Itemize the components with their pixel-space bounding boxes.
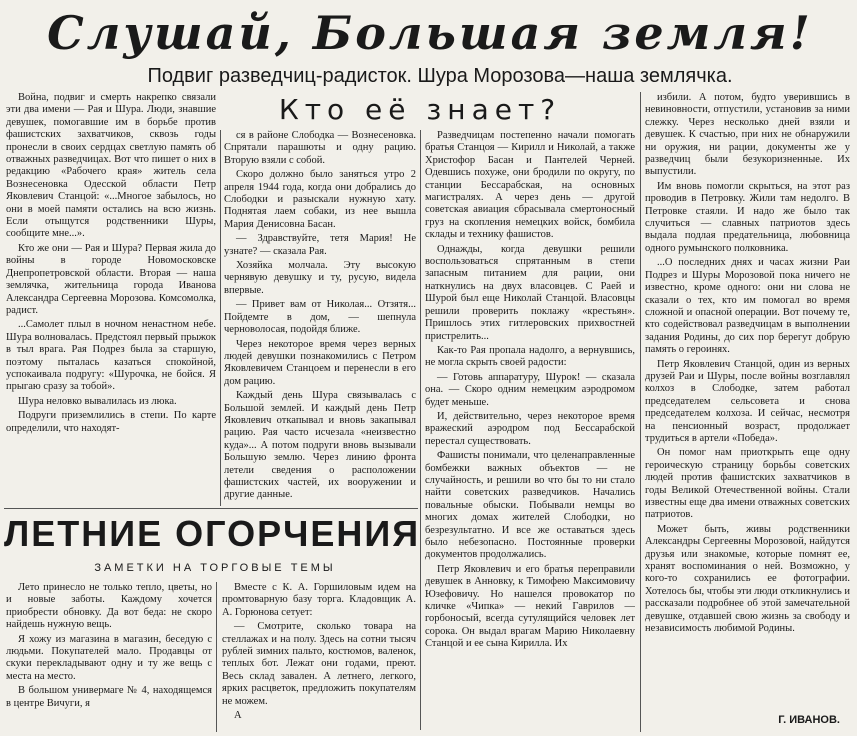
paragraph: — Привет вам от Николая... Отзятя... Пойдемте в дом, — шепнула черноволосая, подойдя ближе. xyxy=(224,299,416,336)
section-title: ЛЕТНИЕ ОГОРЧЕНИЯ xyxy=(4,513,421,554)
paragraph: ся в районе Слободка — Вознесеновка. Спрятали парашюты и одну рацию. Вторую взяли с собой. xyxy=(224,130,416,166)
section-divider xyxy=(4,508,418,509)
column-divider xyxy=(420,130,421,730)
article-column-5 xyxy=(6,582,212,732)
paragraph: Кто же они — Рая и Шура? Первая жила до войны в городе Новомосковске Днепропетровской области. Вторая — наша землячка, жительница города Иванова Александра Сергеевна Морозова. Комсомолка, радист. xyxy=(6,242,216,316)
paragraph: Однажды, когда девушки решили воспользоваться спрятанным в степи запасным питанием для рации, они наткнулись на двух власовцев. С Раей и Шурой был еще Николай Станцой. Власовцы решили проверить поклажу «крестьян». Пришлось этих гитлеровских прихвостней пристрелить... xyxy=(425,243,635,342)
paragraph: Им вновь помогли скрыться, на этот раз проводив в Петровку. Жили там недолго. В Петровке стаяли. И надо же было так случиться — славных патриотов здесь выдала подлая предательница, любовница одного румынского полковника. xyxy=(645,180,850,254)
paragraph: Может быть, живы родственники Александры Сергеевны Морозовой, найдутся друзья или знакомые, которые помнят ее, хранят воспоминания о ней. Возможно, у кого-то сохранились ее фотографии. Хотелось бы, чтобы эти люди откликнулись и рассказали подробнее об этой замечательной девушке, отдавшей свою жизнь за свободу и независимость любимой Родины. xyxy=(645,523,850,635)
paragraph: Вместе с К. А. Горшиловым идем на промтоварную базу торга. Кладовщик А. А. Горюнова сетует: xyxy=(222,582,416,618)
paragraph: — Здравствуйте, тетя Мария! Не узнате? — сказала Рая. xyxy=(224,233,416,257)
column-divider xyxy=(216,582,217,732)
paragraph: Он помог нам приоткрыть еще одну героическую страницу борьбы советских людей против фашистских захватчиков в годы Великой Отечественной войны. Стали известны еще два имени отважных советских патриотов. xyxy=(645,447,850,521)
paragraph: Как-то Рая пропала надолго, а вернувшись, не могла скрыть своей радости: xyxy=(425,344,635,369)
paragraph: Война, подвиг и смерть накрепко связали эти два имени — Рая и Шура. Люди, знавшие девушек, помогавшие им в борьбе против фашистских захватчиков, сквозь годы пронесли в своих сердцах светлую память об отважных разведчицах. Вот что пишет о них в редакцию «Рабочего края» житель села Вознесеновка Одесской области Петр Яковлевич Станцой: «...Многое забылось, но они в моей памяти остались на всю жизнь. Если отыщутся родственники Шуры, сообщите мне...». xyxy=(6,92,216,240)
paragraph: В большом универмаге № 4, находящемся в центре Вичуги, я xyxy=(6,685,212,709)
paragraph: Я хожу из магазина в магазин, беседую с людьми. Покупателей мало. Продавцы от скуки перекладывают одну и ту же вещь с места на место. xyxy=(6,633,212,682)
article-column-4 xyxy=(645,92,850,710)
article-column-3 xyxy=(425,130,635,728)
paragraph: Фашисты понимали, что целенаправленные бомбежки важных объектов — не случайность, и решили во что бы то ни стало найти советских разведчиков. Начались повальные обыски. Побывали немцы во многих домах жителей Слободки, но безрезультатно. И все же оставаться здесь было небезопасно. Постоянные проверки документов продолжались. xyxy=(425,450,635,561)
column-divider xyxy=(640,92,641,732)
paragraph: И, действительно, через некоторое время вражеский аэродром под Бессарабской перестал существовать. xyxy=(425,410,635,447)
paragraph: Скоро должно было заняться утро 2 апреля 1944 года, когда они добрались до Слободки и разыскали нужную хату. Поднятая лаем собаки, из нее вышла Мария Денисовна Басан. xyxy=(224,169,416,230)
article-signature: Г. ИВАНОВ. xyxy=(778,714,840,726)
paragraph: Лето принесло не только тепло, цветы, но и новые заботы. Каждому хочется приобрести обновку. Да вот беда: не скоро найдешь нужную вещь. xyxy=(6,582,212,631)
article-kicker: Кто её знает? xyxy=(278,93,562,126)
section-subtitle: ЗАМЕТКИ НА ТОРГОВЫЕ ТЕМЫ xyxy=(94,562,336,574)
paragraph: Петр Яковлевич Станцой, один из верных друзей Раи и Шуры, после войны возглавлял колхоз в Слободке, затем работал председателем сельсовета и снова председателем колхоза. И сейчас, несмотря на пенсионный возраст, продолжает трудиться в артели «Победа». xyxy=(645,358,850,444)
paragraph: — Смотрите, сколько товара на стеллажах и на полу. Здесь на сотни тысяч рублей зимних пальто, костюмов, валенок, теплых бот. Лежат они годами, преют. Весь склад завален. А летнего, легкого, ярких расцветок, предложить покупателям не можем. xyxy=(222,621,416,707)
paragraph: Хозяйка молчала. Эту высокую чернявую девушку и ту, русую, видела впервые. xyxy=(224,260,416,296)
paragraph: избили. А потом, будто уверившись в невиновности, отпустили, установив за ними слежку. Через несколько дней взяли и девушек. К счастью, при них не обнаружили ни оружия, ни рации, документы же у разведчиц были безукоризненные. Их выпустили. xyxy=(645,92,850,178)
paragraph: А xyxy=(234,710,242,722)
article-column-6 xyxy=(222,582,416,732)
paragraph: ...Самолет плыл в ночном ненастном небе. Шура волновалась. Предстоял первый прыжок в тыл врага. Рая Подрез была за старшую, поэтому пыталась казаться спокойной, успокаивала подругу: «Шурочка, не бойся. Я прыгаю сразу за тобой». xyxy=(6,319,216,393)
article-column-1 xyxy=(6,92,216,504)
paragraph: Подруги приземлились в степи. По карте определили, что находят- xyxy=(6,410,216,434)
paragraph: — Готовь аппаратуру, Шурок! — сказала она. — Скоро одним немецким аэродромом будет меньше. xyxy=(425,371,635,408)
paragraph: ...О последних днях и часах жизни Раи Подрез и Шуры Морозовой пока ничего не известно, кроме одного: они ни слова не сказали о тех, кто им помогал во время сложной и опасной операции. Вот почему те, кто содействовал разведчицам в выполнении задания Родины, до сих пор берегут добрую память о героинях. xyxy=(645,257,850,356)
headline: Слушай, Большая земля! xyxy=(47,6,813,60)
paragraph: Петр Яковлевич и его братья переправили девушек в Анновку, к Тимофею Максимовичу Юзефовичу. Но нашелся провокатор по кличке «Чипка» — некий Гаврилов — горбоносый, всегда сутулящийся человек лет сорока. Он выдал врагам Марию Николаевну Станцой и ее сына Кирилла. Их xyxy=(425,563,635,650)
subheadline: Подвиг разведчиц-радисток. Шура Морозова—наша землячка. xyxy=(147,65,733,87)
paragraph: Шура неловко вывалилась из люка. xyxy=(18,395,177,407)
paragraph: Разведчицам постепенно начали помогать братья Станцоя — Кирилл и Николай, а также Христофор Басан и Пантелей Черней. Одевшись похуже, они бродили по округу, по станции Бессарабская, на основных магистралях. А через день — другой советская авиация сбрасывала смертоносный груз на скопления немецких войск, бомбила склады и технику фашистов. xyxy=(425,130,635,241)
paragraph: Через некоторое время через верных людей девушки познакомились с Петром Яковлевичем Станцоем и перенесли в его дом рацию. xyxy=(224,338,416,387)
paragraph: Каждый день Шура связывалась с Большой землей. И каждый день Петр Яковлевич откапывал и вновь закапывал рацию. Рая часто исчезала «неизвестно куда»... А потом подруги вновь вызывали Большую землю. Через линию фронта летели сведения о расположении фашистских частей, их вооружении и другие данные. xyxy=(224,390,416,501)
column-divider xyxy=(220,130,221,506)
article-column-2 xyxy=(224,130,416,504)
